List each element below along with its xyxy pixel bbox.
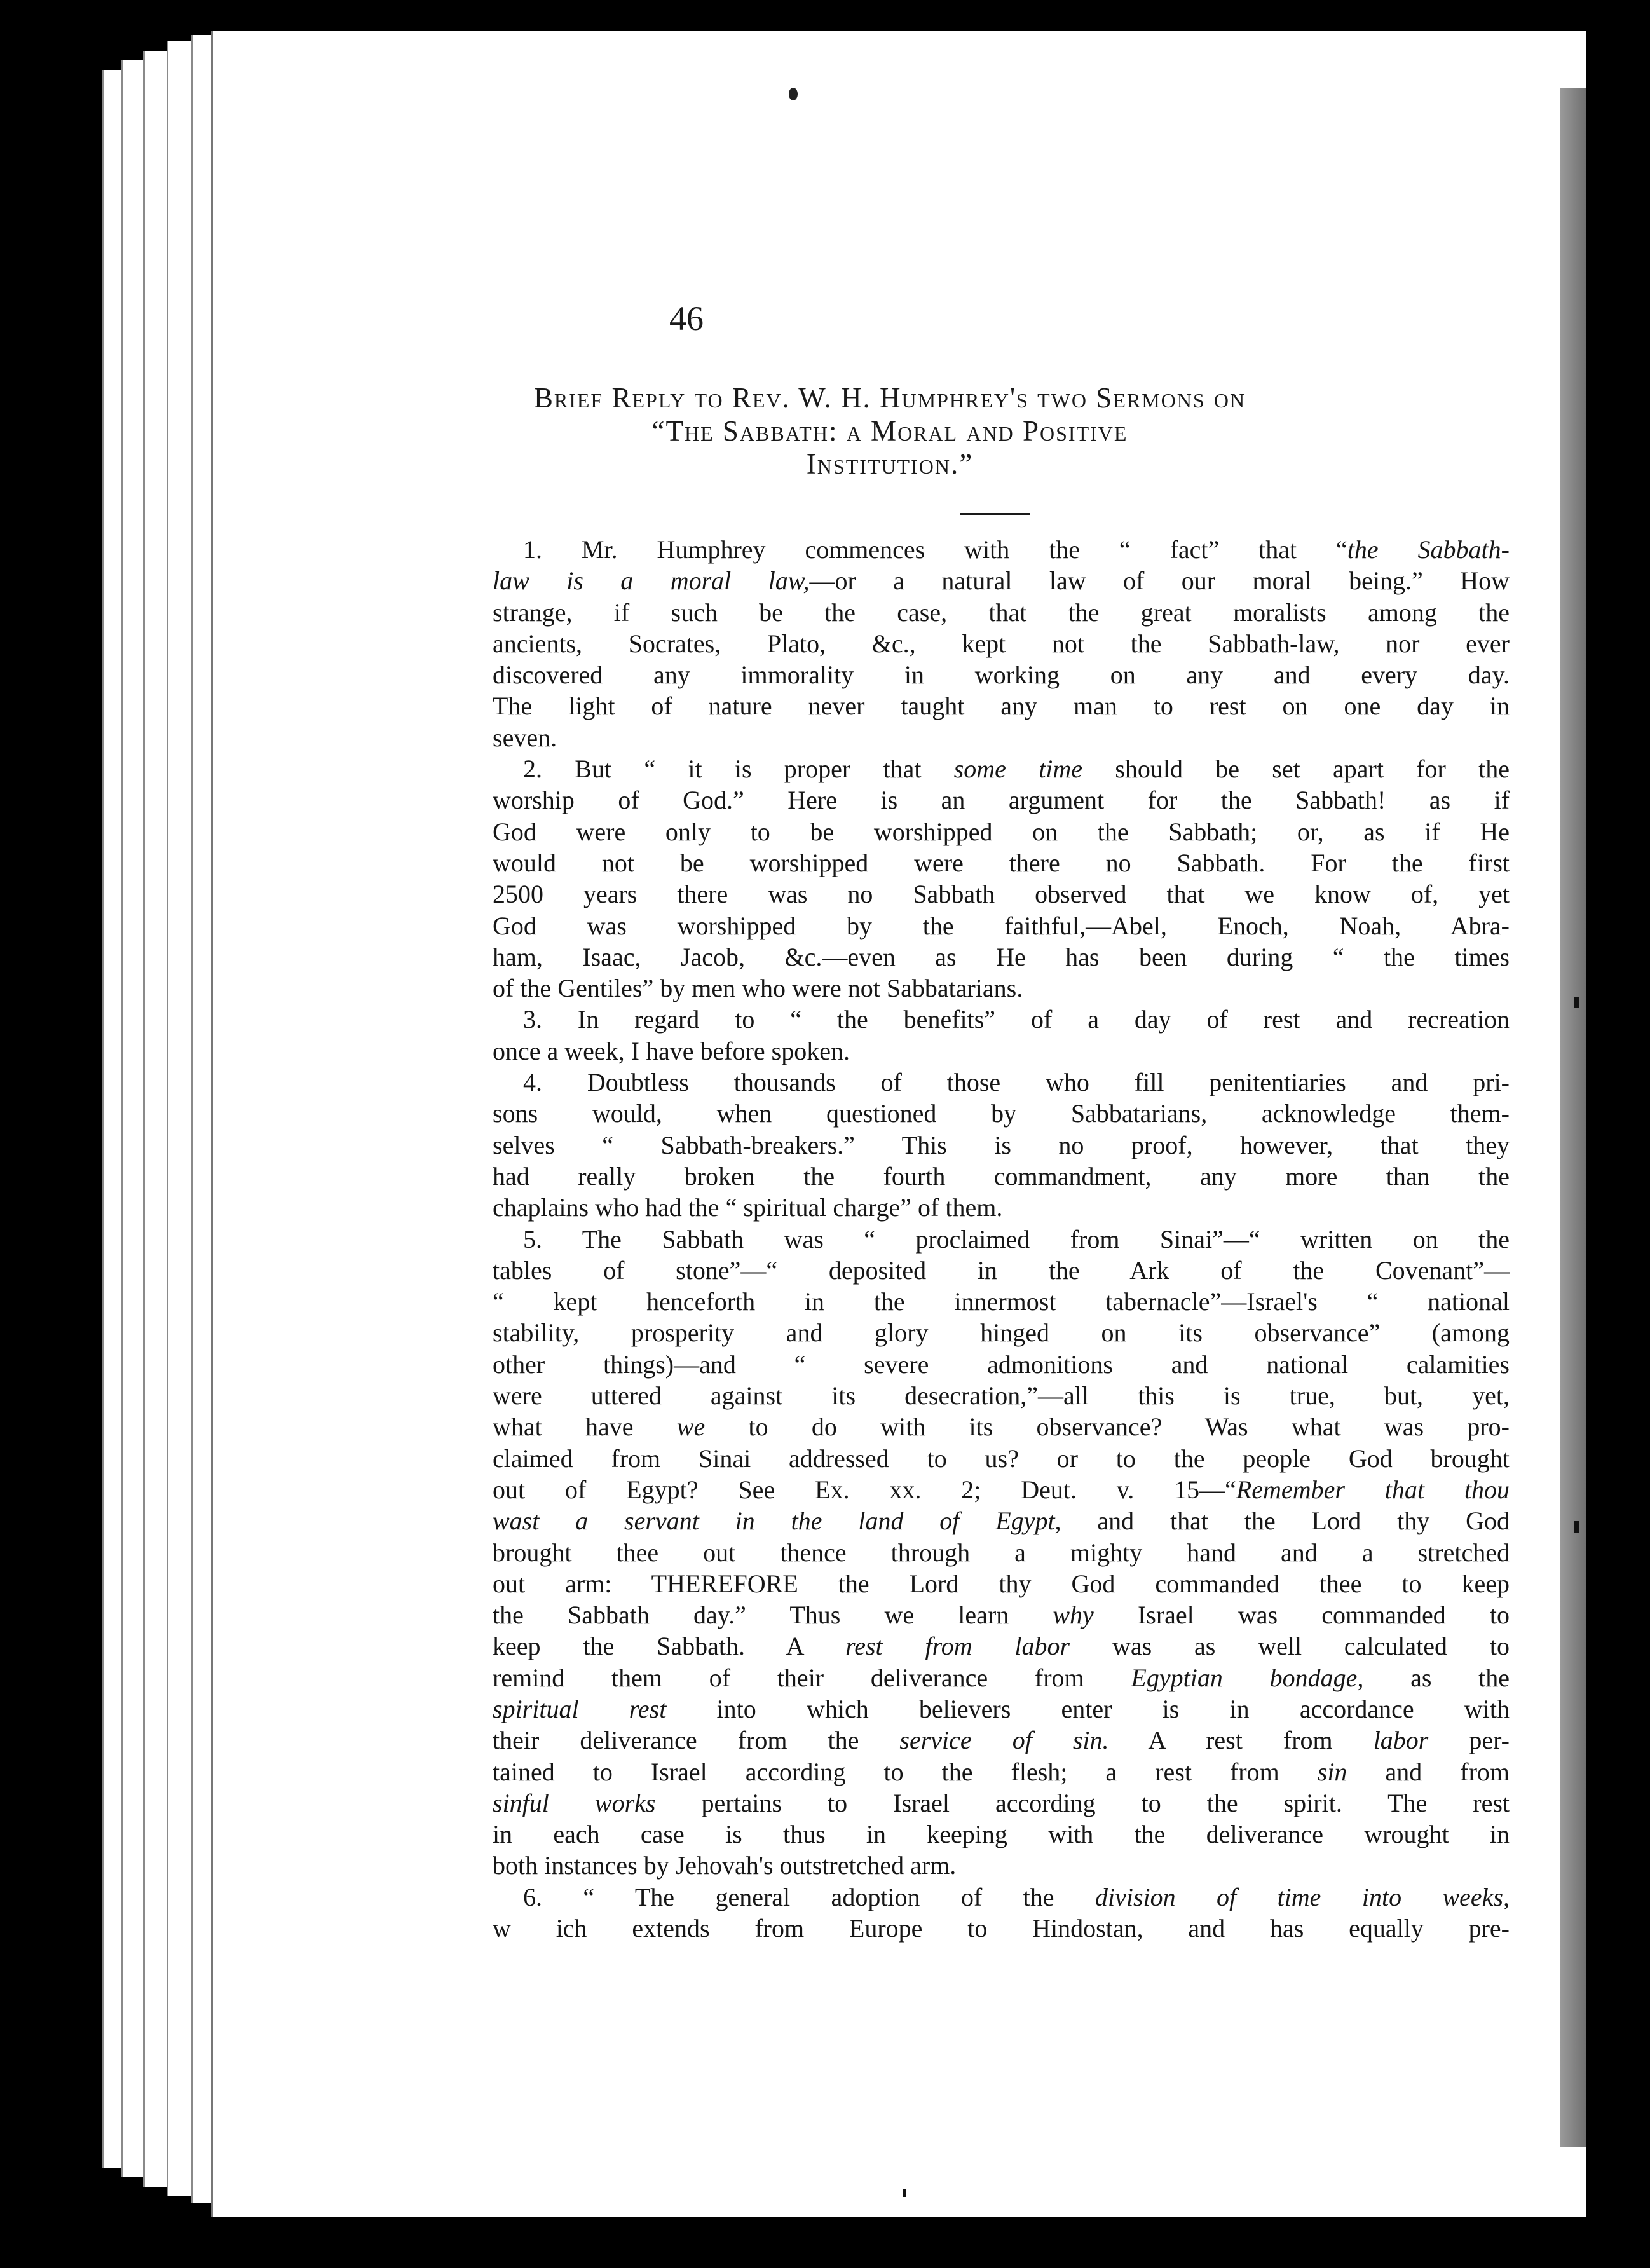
text-line (493, 1725, 1510, 1756)
italic-run: why (1053, 1601, 1094, 1630)
text-run: strange, if such be the case, that the great moralists among the (493, 598, 1510, 627)
text-line (493, 1474, 1510, 1505)
section-title (280, 381, 1500, 481)
text-run: should be set apart for the (1082, 755, 1510, 784)
text-run: seven. (493, 723, 557, 752)
text-line (493, 784, 1510, 816)
title-line: Institution.” (806, 448, 974, 480)
text-run: —or a natural law of our moral being.” How (809, 566, 1510, 596)
text-run: 1. Mr. Humphrey commences with the “ fact” that “ (523, 535, 1347, 564)
text-run: brought thee out thence through a mighty hand and a stretched (493, 1538, 1510, 1567)
text-run: in each case is thus in keeping with the deliverance wrought in (493, 1820, 1510, 1849)
text-run: 4. Doubtless thousands of those who fill penitentiaries and pri- (523, 1068, 1510, 1097)
text-run: stability, prosperity and glory hinged on its observance” (among (493, 1318, 1510, 1348)
text-line (493, 941, 1510, 973)
text-line (493, 690, 1510, 721)
text-line (493, 1192, 1510, 1223)
text-run: tained to Israel according to the flesh; a rest from (493, 1757, 1318, 1786)
text-run: Israel was commanded to (1093, 1601, 1510, 1630)
text-run: as the (1363, 1663, 1510, 1692)
text-run: what have (493, 1412, 677, 1442)
text-line (493, 565, 1510, 596)
title-rule (960, 513, 1030, 515)
text-run: out arm: THEREFORE the Lord thy God commanded thee to keep (493, 1569, 1510, 1598)
text-run: pertains to Israel according to the spirit. The rest (655, 1788, 1510, 1817)
text-run: were uttered against its desecration,”—all this is true, but, yet, (493, 1381, 1510, 1411)
text-line (493, 1443, 1510, 1474)
text-line (493, 1004, 1510, 1035)
text-line (493, 1098, 1510, 1129)
text-run: once a week, I have before spoken. (493, 1036, 850, 1065)
text-line (493, 973, 1510, 1004)
text-run: of the Gentiles” by men who were not Sabbatarians. (493, 974, 1023, 1003)
text-line (493, 910, 1510, 941)
text-line (493, 1693, 1510, 1725)
text-line (493, 1130, 1510, 1161)
italic-run: we (676, 1412, 706, 1442)
text-run: “ kept henceforth in the innermost tabernacle”—Israel's “ national (493, 1287, 1510, 1316)
text-line (493, 1411, 1510, 1442)
italic-run: some time (953, 755, 1083, 784)
text-line (493, 1035, 1510, 1067)
text-line (493, 1255, 1510, 1286)
text-line (493, 597, 1510, 628)
title-line: Brief Reply to Rev. W. H. Humphrey's two Sermons on (533, 382, 1246, 414)
text-line (493, 534, 1510, 565)
text-line (493, 1630, 1510, 1662)
text-run: ancients, Socrates, Plato, &c., kept not the Sabbath-law, nor ever (493, 629, 1510, 658)
text-run: God were only to be worshipped on the Sabbath; or, as if He (493, 817, 1510, 846)
ink-blot (789, 88, 798, 100)
italic-run: law is a moral law, (493, 566, 810, 596)
italic-run: labor (1373, 1726, 1429, 1755)
text-line (493, 1819, 1510, 1850)
text-line (493, 1505, 1510, 1536)
ink-speck (903, 2189, 906, 2197)
text-line (493, 816, 1510, 847)
text-run: remind them of their deliverance from (493, 1663, 1131, 1692)
page-gutter-shadow (1560, 88, 1586, 2147)
text-run: had really broken the fourth commandment, any more than the (493, 1161, 1510, 1191)
text-run: their deliverance from the (493, 1726, 900, 1755)
text-line (493, 1286, 1510, 1317)
text-line (493, 1787, 1510, 1819)
text-line (493, 1599, 1510, 1630)
text-line (493, 659, 1510, 690)
text-run: 2500 years there was no Sabbath observed that we know of, yet (493, 880, 1510, 909)
text-run: discovered any immorality in working on any and every day. (493, 660, 1510, 690)
text-run: the Sabbath day.” Thus we learn (493, 1601, 1053, 1630)
text-run: ham, Isaac, Jacob, &c.—even as He has been during “ the times (493, 942, 1510, 971)
text-line (493, 878, 1510, 910)
text-line (493, 1380, 1510, 1411)
text-run: per- (1428, 1726, 1510, 1755)
text-line (493, 628, 1510, 659)
text-run: w ich extends from Europe to Hindostan, and has equally pre- (493, 1914, 1510, 1943)
text-run: The light of nature never taught any man to rest on one day in (493, 692, 1510, 721)
body-text (493, 534, 1510, 1944)
text-run: and from (1347, 1757, 1510, 1786)
text-run: to do with its observance? Was what was pro- (705, 1412, 1510, 1442)
text-line (493, 1224, 1510, 1255)
text-line (493, 1349, 1510, 1380)
italic-run: service of sin. (899, 1726, 1109, 1755)
text-run: and that the Lord thy God (1061, 1506, 1510, 1536)
text-line (493, 753, 1510, 784)
text-line (493, 1537, 1510, 1568)
italic-run: Remember that thou (1236, 1475, 1510, 1504)
page-number: 46 (669, 299, 704, 338)
text-line (493, 847, 1510, 878)
text-run: was as well calculated to (1070, 1632, 1510, 1661)
text-line (493, 1568, 1510, 1599)
ink-speck (1574, 1521, 1579, 1533)
text-run: keep the Sabbath. A (493, 1632, 846, 1661)
italic-run: rest from labor (845, 1632, 1070, 1661)
italic-run: spiritual rest (493, 1694, 667, 1723)
text-line (493, 722, 1510, 753)
text-line (493, 1662, 1510, 1693)
text-run: 3. In regard to “ the benefits” of a day of rest and recreation (523, 1005, 1510, 1034)
text-run: chaplains who had the “ spiritual charge” of them. (493, 1193, 1003, 1222)
italic-run: the Sabbath- (1347, 535, 1510, 564)
text-run: God was worshipped by the faithful,—Abel, Enoch, Noah, Abra- (493, 911, 1510, 940)
text-line (493, 1913, 1510, 1944)
text-run: both instances by Jehovah's outstretched arm. (493, 1851, 957, 1880)
text-run: selves “ Sabbath-breakers.” This is no proof, however, that they (493, 1130, 1510, 1159)
text-line (493, 1067, 1510, 1098)
ink-speck (1574, 997, 1579, 1008)
text-line (493, 1317, 1510, 1348)
text-run: would not be worshipped were there no Sabbath. For the first (493, 848, 1510, 877)
text-line (493, 1882, 1510, 1913)
text-run: tables of stone”—“ deposited in the Ark of the Covenant”— (493, 1255, 1510, 1285)
title-line: “The Sabbath: a Moral and Positive (651, 415, 1128, 447)
italic-run: wast a servant in the land of Egypt, (493, 1506, 1061, 1536)
text-run: 6. “ The general adoption of the (523, 1882, 1095, 1911)
text-run: A rest from (1108, 1726, 1374, 1755)
text-run: 2. But “ it is proper that (523, 755, 954, 784)
italic-run: Egyptian bondage, (1131, 1663, 1364, 1692)
text-run: claimed from Sinai addressed to us? or to the people God brought (493, 1444, 1510, 1473)
italic-run: division of time into weeks, (1094, 1882, 1510, 1911)
text-run: into which believers enter is in accordance with (666, 1694, 1510, 1723)
text-run: other things)—and “ severe admonitions and national calamities (493, 1349, 1510, 1379)
text-run: sons would, when questioned by Sabbatarians, acknowledge them- (493, 1099, 1510, 1128)
text-run: 5. The Sabbath was “ proclaimed from Sinai”—“ written on the (523, 1224, 1510, 1254)
text-run: out of Egypt? See Ex. xx. 2; Deut. v. 15—“ (493, 1475, 1236, 1504)
text-run: worship of God.” Here is an argument for the Sabbath! as if (493, 786, 1510, 815)
text-line (493, 1850, 1510, 1881)
italic-run: sin (1317, 1757, 1347, 1786)
italic-run: sinful works (493, 1788, 656, 1817)
text-line (493, 1756, 1510, 1787)
text-line (493, 1161, 1510, 1192)
